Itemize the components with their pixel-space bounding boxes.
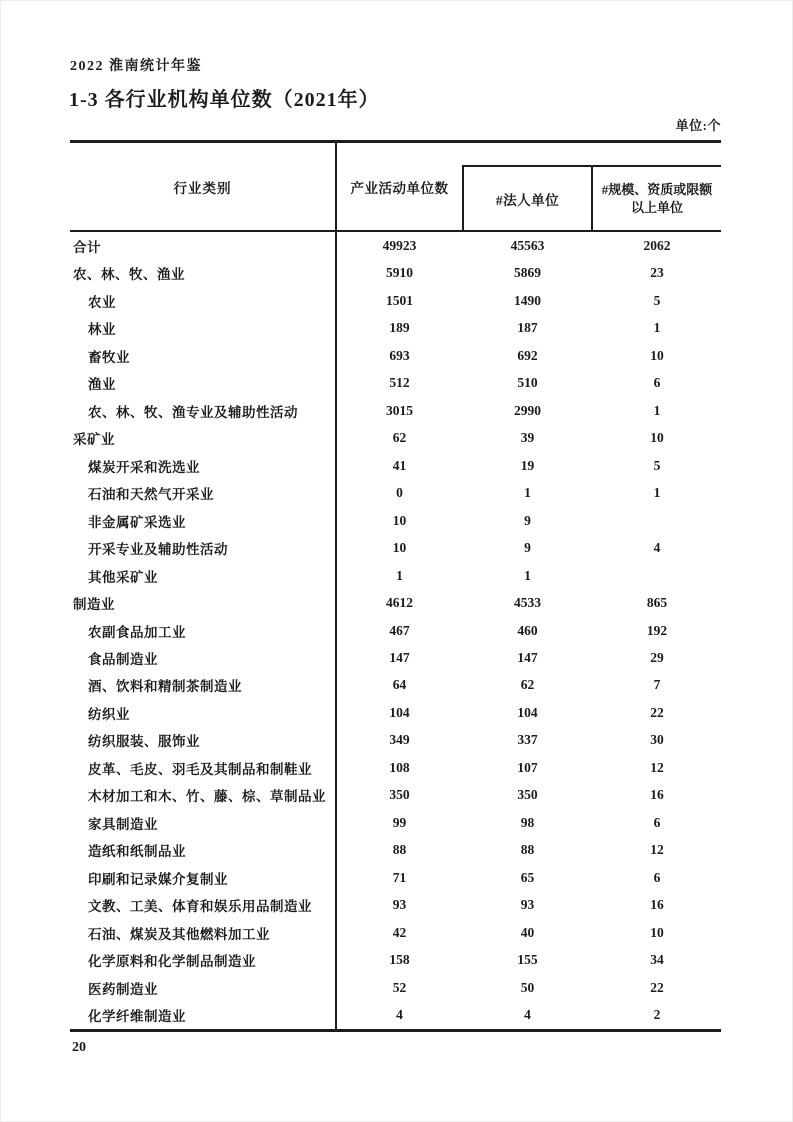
table-row [70,672,721,699]
row-value-activity-units: 62 [392,430,407,446]
page-title: 1-3 各行业机构单位数（2021年） [69,89,380,111]
header-subgroup-box [462,165,721,230]
row-value-above-scale: 16 [650,897,664,913]
row-value-above-scale: 10 [650,347,664,363]
row-value-legal-entities: 2990 [514,402,541,418]
row-value-legal-entities: 88 [520,842,535,858]
row-value-legal-entities: 62 [520,677,535,693]
row-value-above-scale: 5 [653,292,661,308]
row-value-legal-entities: 510 [517,375,538,391]
table-row [70,369,721,396]
row-value-activity-units: 693 [389,347,410,363]
row-label: 石油、煤炭及其他燃料加工业 [88,926,270,942]
row-value-activity-units: 99 [392,814,407,830]
table-row [70,314,721,341]
table-body [70,232,721,1029]
row-value-activity-units: 41 [392,457,407,473]
row-label: 文教、工美、体育和娱乐用品制造业 [88,899,312,915]
row-value-legal-entities: 45563 [510,237,545,253]
row-value-above-scale: 22 [650,704,664,720]
row-value-legal-entities: 107 [517,759,538,775]
row-label: 煤炭开采和洗选业 [88,459,200,475]
row-label: 造纸和纸制品业 [88,844,186,860]
row-label: 合计 [73,239,101,255]
row-value-legal-entities: 98 [520,814,535,830]
row-value-legal-entities: 65 [520,869,535,885]
row-value-legal-entities: 350 [517,787,538,803]
table-row [70,644,721,671]
row-label: 制造业 [73,597,115,613]
row-value-above-scale: 2062 [643,237,671,253]
row-value-above-scale: 1 [653,402,661,418]
row-value-legal-entities: 460 [517,622,538,638]
row-value-above-scale: 4 [653,540,661,556]
row-label: 食品制造业 [88,652,158,667]
row-value-above-scale: 192 [646,622,668,638]
row-label: 农业 [88,294,116,310]
row-value-activity-units: 4612 [386,595,413,611]
table-row [70,562,721,589]
row-value-above-scale: 6 [653,869,661,885]
row-value-activity-units: 349 [389,732,410,748]
row-value-activity-units: 5910 [386,265,413,281]
row-value-activity-units: 88 [392,842,407,858]
row-label: 家具制造业 [88,816,158,832]
row-value-legal-entities: 147 [517,650,538,665]
row-value-above-scale: 10 [650,924,664,940]
page-number: 20 [72,1040,86,1055]
row-value-above-scale: 34 [650,952,664,968]
row-label: 采矿业 [73,432,115,448]
header-category: 行业类别 [173,180,232,196]
table-row [70,892,721,919]
row-value-activity-units: 93 [392,897,407,913]
row-value-legal-entities: 337 [517,732,538,748]
row-value-legal-entities: 1490 [514,292,541,308]
header-activity-units: 产业活动单位数 [350,180,449,196]
row-value-above-scale: 12 [650,759,664,775]
row-label: 林业 [88,322,116,338]
row-value-above-scale: 12 [650,842,664,858]
row-value-activity-units: 71 [392,869,407,885]
table-row [70,864,721,891]
row-value-activity-units: 189 [389,320,410,336]
header-legal-entities: #法人单位 [464,167,593,230]
row-value-above-scale: 1 [653,320,661,336]
row-value-activity-units: 158 [389,952,410,968]
row-value-legal-entities: 50 [520,979,535,995]
row-value-activity-units: 64 [392,677,407,693]
table-row [70,397,721,424]
table-row [70,837,721,864]
row-label: 其他采矿业 [88,569,158,585]
row-label: 纺织服装、服饰业 [88,734,200,750]
row-value-legal-entities: 692 [517,347,538,363]
row-value-above-scale: 6 [653,814,661,830]
row-value-activity-units: 49923 [382,237,417,253]
table-row [70,287,721,314]
row-value-above-scale: 1 [653,485,661,501]
table-row [70,479,721,506]
row-value-legal-entities: 5869 [514,265,541,281]
unit-note: 单位:个 [675,118,721,133]
row-value-activity-units: 42 [392,924,407,940]
row-label: 农、林、牧、渔业 [73,267,185,283]
header-above-scale-line1: #规模、资质或限额 [601,181,713,197]
row-label: 纺织业 [88,706,130,722]
row-value-legal-entities: 1 [524,485,531,501]
row-label: 酒、饮料和精制茶制造业 [88,679,242,695]
row-value-activity-units: 0 [396,485,403,501]
row-label: 畜牧业 [88,349,130,365]
row-value-legal-entities: 1 [524,567,531,583]
row-label: 非金属矿采选业 [88,514,186,530]
row-value-legal-entities: 93 [520,897,535,913]
row-value-activity-units: 3015 [386,402,413,418]
book-title: 2022 淮南统计年鉴 [70,59,202,74]
table-row [70,452,721,479]
row-value-above-scale: 7 [653,677,661,693]
row-value-above-scale: 865 [646,595,668,611]
row-label: 医药制造业 [88,981,158,997]
row-value-legal-entities: 9 [524,540,531,556]
row-label: 皮革、毛皮、羽毛及其制品和制鞋业 [88,761,312,777]
row-value-activity-units: 104 [389,704,410,720]
row-value-activity-units: 108 [389,759,410,775]
table-row [70,919,721,946]
row-value-activity-units: 10 [392,540,407,556]
table-row [70,232,721,259]
table-row [70,782,721,809]
row-label: 农副食品加工业 [88,624,186,640]
row-value-above-scale: 10 [650,430,664,446]
table-row [70,507,721,534]
table-row [70,342,721,369]
table-row [70,754,721,781]
row-value-activity-units: 10 [392,512,407,528]
row-value-activity-units: 4 [396,1007,403,1023]
table-row [70,259,721,286]
row-value-above-scale: 29 [650,650,664,665]
table-row [70,809,721,836]
row-value-above-scale: 2 [653,1007,661,1023]
table-row [70,727,721,754]
row-value-above-scale: 23 [650,265,664,281]
row-value-legal-entities: 155 [517,952,538,968]
row-value-activity-units: 467 [389,622,410,638]
row-value-activity-units: 512 [389,375,410,391]
row-value-above-scale: 6 [653,375,661,391]
row-value-legal-entities: 4 [524,1007,531,1023]
row-value-legal-entities: 4533 [514,595,541,611]
table-row [70,534,721,561]
row-label: 开采专业及辅助性活动 [88,542,228,558]
table-row [70,1002,721,1029]
table-header [70,143,721,232]
table-row [70,617,721,644]
row-value-activity-units: 147 [389,650,410,665]
row-value-legal-entities: 187 [517,320,538,336]
row-label: 木材加工和木、竹、藤、棕、草制品业 [88,789,326,805]
row-value-legal-entities: 9 [524,512,531,528]
row-value-activity-units: 1 [396,567,403,583]
row-value-above-scale: 22 [650,979,664,995]
industry-units-table [70,140,721,1032]
column-divider [335,143,337,1029]
table-row [70,974,721,1001]
table-row [70,699,721,726]
row-value-activity-units: 52 [392,979,407,995]
header-above-scale-line2: 以上单位 [630,199,683,215]
row-value-activity-units: 1501 [386,292,413,308]
row-value-legal-entities: 19 [520,457,535,473]
table-row [70,947,721,974]
row-value-above-scale: 16 [650,787,664,803]
header-above-scale [593,167,721,230]
row-label: 渔业 [88,377,116,393]
table-row [70,424,721,451]
row-value-activity-units: 350 [389,787,410,803]
row-value-above-scale: 5 [653,457,661,473]
row-label: 印刷和记录媒介复制业 [88,871,228,887]
row-label: 化学纤维制造业 [88,1009,186,1025]
row-value-legal-entities: 40 [520,924,535,940]
row-value-legal-entities: 39 [520,430,535,446]
row-label: 石油和天然气开采业 [88,487,214,503]
row-value-legal-entities: 104 [517,704,538,720]
row-value-above-scale: 30 [650,732,664,748]
row-label: 化学原料和化学制品制造业 [88,954,256,970]
table-row [70,589,721,616]
row-label: 农、林、牧、渔专业及辅助性活动 [88,404,298,420]
